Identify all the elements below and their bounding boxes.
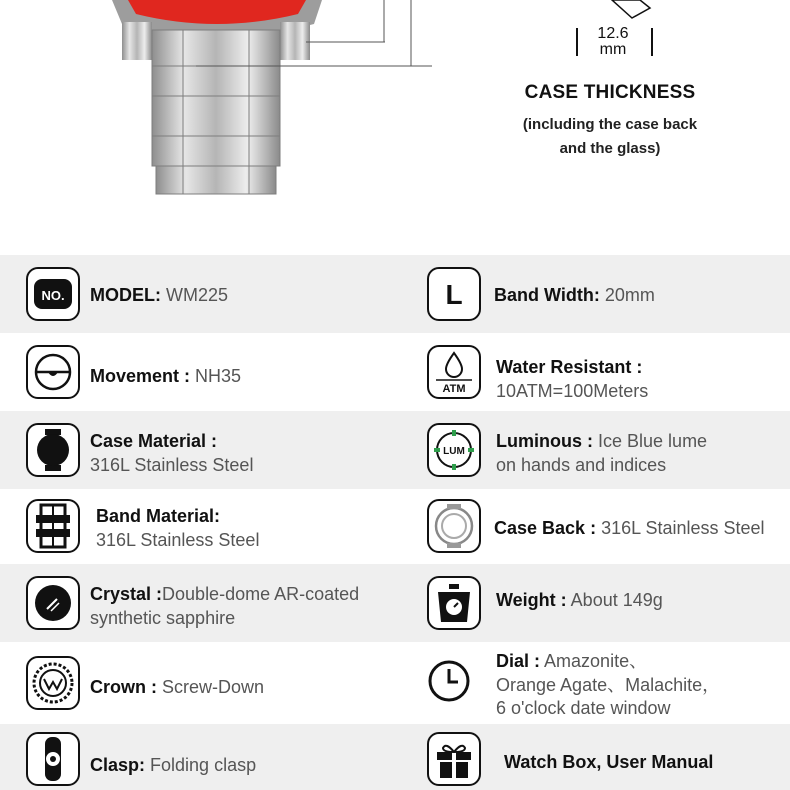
svg-text:NO.: NO. [41,288,65,303]
gift-box-icon [427,732,481,786]
spec-row-1 [0,255,790,333]
weight-label: Weight : [496,590,567,610]
svg-text:LUM: LUM [443,446,465,457]
case-back-value: 316L Stainless Steel [601,518,765,538]
clock-icon [424,656,478,710]
case-icon [26,423,80,477]
scale-icon [427,576,481,630]
model-number-icon [26,267,80,321]
band-width-label: Band Width: [494,285,600,305]
spec-row-5 [0,564,790,642]
case-material-label: Case Material : [90,431,218,451]
spec-row-3 [0,411,790,489]
spec-water-resistant [410,333,790,411]
spec-band-width [410,255,790,333]
hero-section [0,0,790,255]
luminous-icon [427,423,481,477]
spec-case-back [410,489,790,564]
case-thickness-title: CASE THICKNESS [524,82,696,103]
case-side-icon [612,0,650,18]
spec-clasp [0,724,410,790]
band-material-value: 316L Stainless Steel [96,530,260,550]
water-drop-icon [427,345,481,399]
spec-case-material [0,411,410,489]
spec-dial [410,642,790,724]
water-resistant-value: 10ATM=100Meters [496,381,649,401]
band-width-icon [427,267,481,321]
svg-text:ATM: ATM [442,383,466,395]
movement-value: NH35 [195,366,242,386]
crystal-label: Crystal : [90,584,163,604]
spec-row-6 [0,642,790,724]
case-back-icon [427,499,481,553]
crown-value: Screw-Down [162,677,265,697]
band-width-value: 20mm [604,285,655,305]
luminous-label: Luminous : [496,431,593,451]
crystal-value-line2: synthetic sapphire [90,608,236,628]
band-material-label: Band Material: [96,506,221,526]
movement-label: Movement : [90,366,191,386]
model-label: MODEL: [90,285,161,305]
box-label: Watch Box, User Manual [504,752,714,772]
spec-movement [0,333,410,411]
spec-row-2 [0,333,790,411]
spec-row-4 [0,489,790,564]
svg-text:L: L [445,279,463,310]
crystal-value: Double-dome AR-coated [162,584,360,604]
case-thickness-note: (including the case back and the glass) [522,116,698,157]
dial-value-line3: 6 o'clock date window [496,698,671,718]
spec-crystal [0,564,410,642]
clasp-value: Folding clasp [150,755,257,775]
dial-label: Dial : [496,651,541,671]
crown-label: Crown : [90,677,157,697]
thickness-marker-right [651,28,653,56]
thickness-value: 12.6 mm [597,25,629,58]
weight-value: About 149g [570,590,663,610]
water-resistant-label: Water Resistant : [496,357,643,377]
spec-weight [410,564,790,642]
case-back-label: Case Back : [494,518,597,538]
spec-luminous [410,411,790,489]
spec-crown [0,642,410,724]
luminous-value-line2: on hands and indices [496,455,667,475]
dial-value-line2: Orange Agate、Malachite， [496,675,721,695]
case-material-value: 316L Stainless Steel [90,455,254,475]
spec-row-7 [0,724,790,790]
bracelet-icon [26,499,80,553]
spec-model [0,255,410,333]
movement-icon [26,345,80,399]
model-value: WM225 [166,285,229,305]
clasp-label: Clasp: [90,755,146,775]
spec-band-material [0,489,410,564]
clasp-icon [26,732,80,786]
crystal-icon [26,576,80,630]
thickness-marker-left [576,28,578,56]
luminous-value: Ice Blue lume [598,431,708,451]
crown-icon [26,656,80,710]
dial-value: Amazonite、 [544,651,648,671]
spec-box [410,724,790,790]
